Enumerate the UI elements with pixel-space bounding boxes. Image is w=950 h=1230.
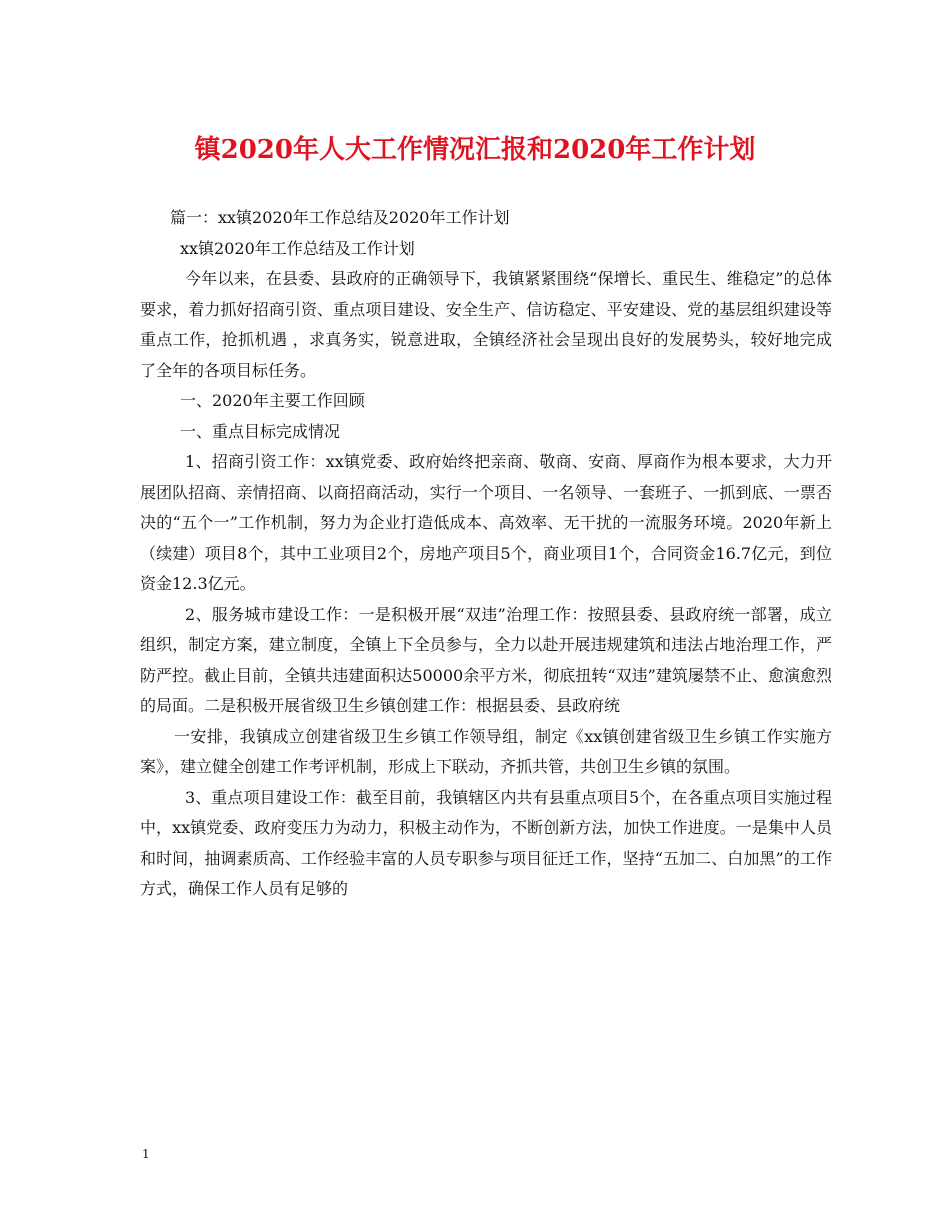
section-heading-part-one: 篇一：xx镇2020年工作总结及2020年工作计划 bbox=[170, 208, 510, 227]
paragraph-key-projects: 3、重点项目建设工作：截至目前，我镇辖区内共有县重点项目5个，在各重点项目实施过程中，xx镇党委、政府变压力为动力，积极主动作为，不断创新方法，加快工作进度。一是集中人员和时间，抽调素质高、工作经验丰富的人员专职参与项目征迁工作，坚持“五加二、白加黑”的工作方式，确保工作人员有足够的 bbox=[140, 787, 832, 898]
paragraph-health-township: 一安排，我镇成立创建省级卫生乡镇工作领导组，制定《xx镇创建省级卫生乡镇工作实施方案》，建立健全创建工作考评机制，形成上下联动，齐抓共管，共创卫生乡镇的氛围。 bbox=[140, 726, 832, 776]
paragraph-intro: 今年以来，在县委、县政府的正确领导下，我镇紧紧围绕“保增长、重民生、维稳定”的总体要求，着力抓好招商引资、重点项目建设、安全生产、信访稳定、平安建设、党的基层组织建设等重点工作，抢抓机遇 ，求真务实，锐意进取，全镇经济社会呈现出良好的发展势头，较好地完成了全年的各项目标任务。 bbox=[140, 269, 832, 380]
section-heading-targets: 一、重点目标完成情况 bbox=[180, 421, 341, 441]
paragraph-investment: 1、招商引资工作：xx镇党委、政府始终把亲商、敬商、安商、厚商作为根本要求，大力开展团队招商、亲情招商、以商招商活动，实行一个项目、一名领导、一套班子、一抓到底、一票否决的“五个一”工作机制，努力为企业打造低成本、高效率、无干扰的一流服务环境。2020年新上（续建）项目8个，其中工业项目2个，房地产项目5个，商业项目1个，合同资金16.7亿元，到位资金12.3亿元。 bbox=[140, 452, 832, 593]
document-body bbox=[140, 203, 832, 905]
page-number: 1 bbox=[142, 1147, 150, 1161]
document-title: 镇2020年人大工作情况汇报和2020年工作计划 bbox=[194, 135, 756, 165]
subtitle-summary-plan: xx镇2020年工作总结及工作计划 bbox=[180, 238, 415, 258]
section-heading-review: 一、2020年主要工作回顾 bbox=[180, 391, 365, 410]
paragraph-city-construction: 2、服务城市建设工作：一是积极开展“双违”治理工作：按照县委、县政府统一部署，成立组织，制定方案，建立制度，全镇上下全员参与，全力以赴开展违规建筑和违法占地治理工作，严防严控。截止目前，全镇共违建面积达50000余平方米，彻底扭转“双违”建筑屡禁不止、愈演愈烈的局面。二是积极开展省级卫生乡镇创建工作：根据县委、县政府统 bbox=[140, 604, 832, 715]
